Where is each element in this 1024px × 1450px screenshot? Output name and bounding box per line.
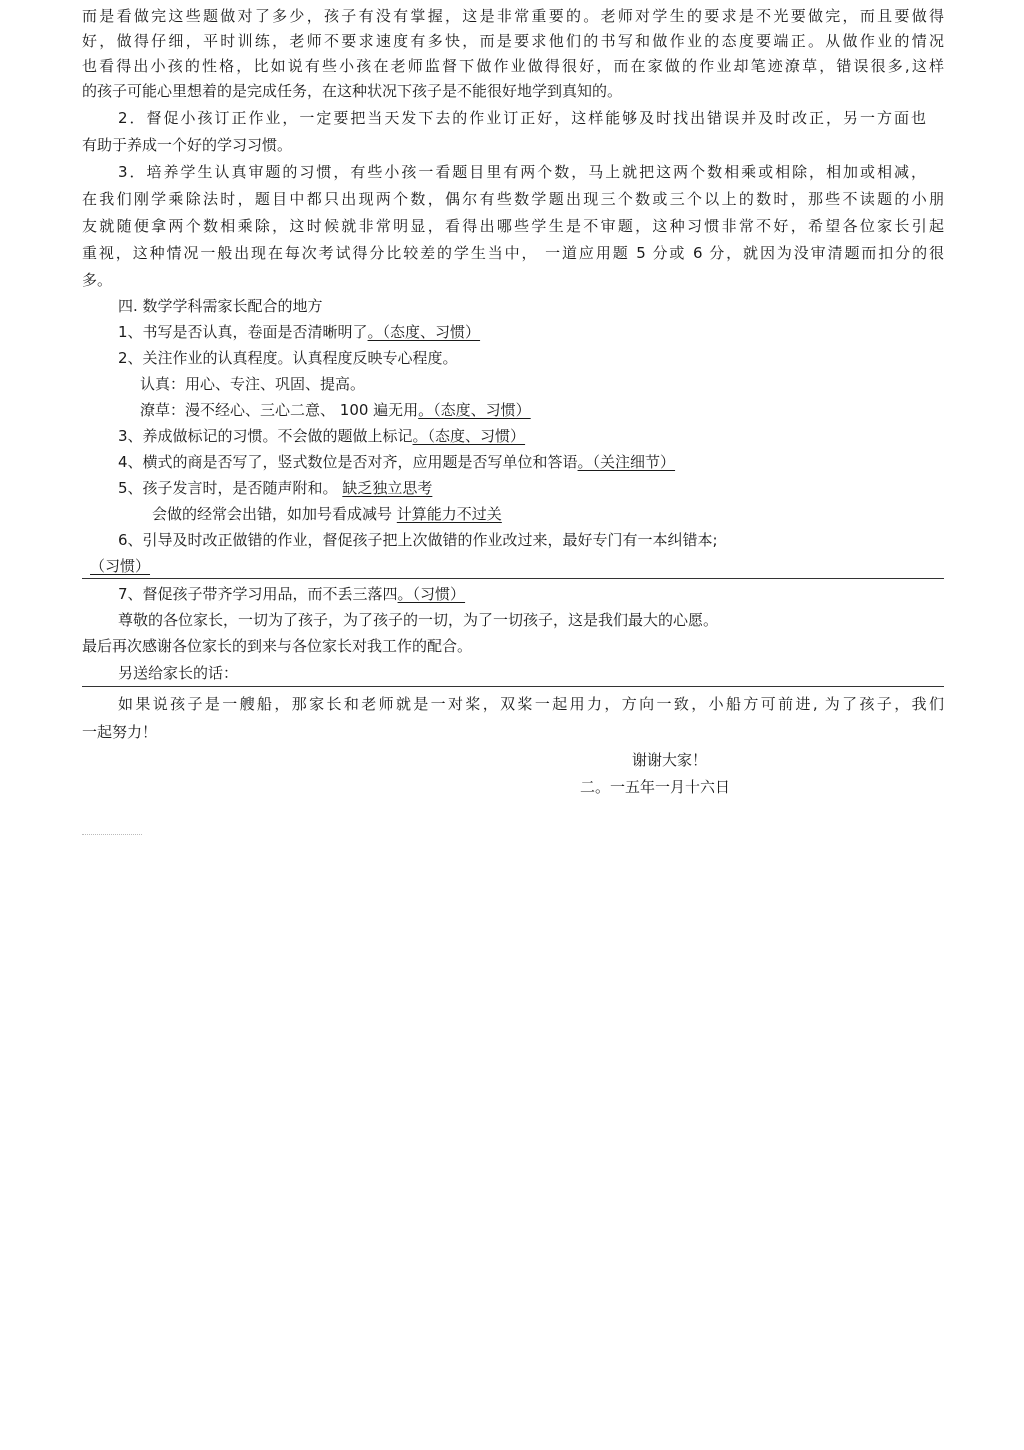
list-subitem xyxy=(140,400,531,420)
list-item xyxy=(118,478,432,498)
section-heading: 四. 数学学科需家长配合的地方 xyxy=(118,297,323,315)
item-note: 。（态度、习惯） xyxy=(418,401,531,419)
paragraph-line: 好，做得仔细，平时训练，老师不要求速度有多快，而是要求他们的书写和做作业的态度要端正。从做作业的情况 xyxy=(82,32,944,50)
list-item: 2、关注作业的认真程度。认真程度反映专心程度。 xyxy=(118,349,458,367)
divider xyxy=(82,578,944,579)
closing-line: 最后再次感谢各位家长的到来与各位家长对我工作的配合。 xyxy=(82,637,473,655)
paragraph-line: 多。 xyxy=(82,271,113,289)
item-note: 。（关注细节） xyxy=(577,453,676,471)
item-note: 。（习惯） xyxy=(397,585,466,603)
divider xyxy=(82,686,944,687)
item-text: 5、孩子发言时，是否随声附和。 xyxy=(118,479,338,497)
item-note: 缺乏独立思考 xyxy=(342,479,433,497)
paragraph-line: 友就随便拿两个数相乘除，这时候就非常明显，看得出哪些学生是不审题，这种习惯非常不好，希望各位家长引起 xyxy=(82,217,944,235)
gift-heading: 另送给家长的话： xyxy=(118,664,239,682)
item-text: 4、横式的商是否写了，竖式数位是否对齐，应用题是否写单位和答语 xyxy=(118,453,578,471)
paragraph-line: 而是看做完这些题做对了多少，孩子有没有掌握，这是非常重要的。老师对学生的要求是不光要做完，而且要做得 xyxy=(82,7,944,25)
item-note: 计算能力不过关 xyxy=(396,505,502,523)
item-text: 潦草：漫不经心、三心二意、 100 遍无用 xyxy=(140,401,419,419)
item-text: 会做的经常会出错，如加号看成减号 xyxy=(152,505,393,523)
gift-line: 一起努力！ xyxy=(82,723,158,741)
list-subitem xyxy=(152,504,502,524)
item-note: 。（态度、习惯） xyxy=(367,323,481,341)
item-text: 1、书写是否认真，卷面是否清晰明了 xyxy=(118,323,368,341)
paragraph-line: 也看得出小孩的性格，比如说有些小孩在老师监督下做作业做得很好，而在家做的作业却笔迹潦草，错误很多,这样 xyxy=(82,57,944,75)
paragraph-line: 的孩子可能心里想着的是完成任务，在这种状况下孩子是不能很好地学到真知的。 xyxy=(82,82,623,100)
item-text: 3、养成做标记的习惯。不会做的题做上标记 xyxy=(118,427,413,445)
thanks-text: 谢谢大家！ xyxy=(632,751,708,769)
list-item xyxy=(118,322,480,342)
paragraph-line: 有助于养成一个好的学习习惯。 xyxy=(82,136,293,154)
gift-line: 如果说孩子是一艘船，那家长和老师就是一对桨，双桨一起用力，方向一致，小船方可前进, 为了孩子，我们 xyxy=(118,695,944,713)
paragraph-line: 2．督促小孩订正作业，一定要把当天发下去的作业订正好，这样能够及时找出错误并及时改正，另一方面也 xyxy=(118,109,926,127)
paragraph-line: 3．培养学生认真审题的习惯，有些小孩一看题目里有两个数，马上就把这两个数相乘或相除，相加或相减， xyxy=(118,163,926,181)
closing-line: 尊敬的各位家长，一切为了孩子，为了孩子的一切，为了一切孩子，这是我们最大的心愿。 xyxy=(118,611,719,629)
paragraph-line: 在我们刚学乘除法时，题目中都只出现两个数，偶尔有些数学题出现三个数或三个以上的数时，那些不读题的小朋 xyxy=(82,190,944,208)
list-subitem: 认真：用心、专注、巩固、提高。 xyxy=(140,375,366,393)
paragraph-line: 重视，这种情况一般出现在每次考试得分比较差的学生当中， 一道应用题 5 分或 6 分，就因为没审清题而扣分的很 xyxy=(82,244,944,262)
item-note: 。（态度、习惯） xyxy=(412,427,526,445)
item-text: 7、督促孩子带齐学习用品，而不丢三落四 xyxy=(118,585,398,603)
item-note: （习惯） xyxy=(90,557,151,575)
decorative-dots xyxy=(82,834,142,835)
list-item: 6、引导及时改正做错的作业，督促孩子把上次做错的作业改过来，最好专门有一本纠错本; xyxy=(118,531,718,549)
list-item xyxy=(118,452,675,472)
date-text: 二。一五年一月十六日 xyxy=(580,778,731,796)
list-item xyxy=(118,584,465,604)
list-item xyxy=(118,426,525,446)
